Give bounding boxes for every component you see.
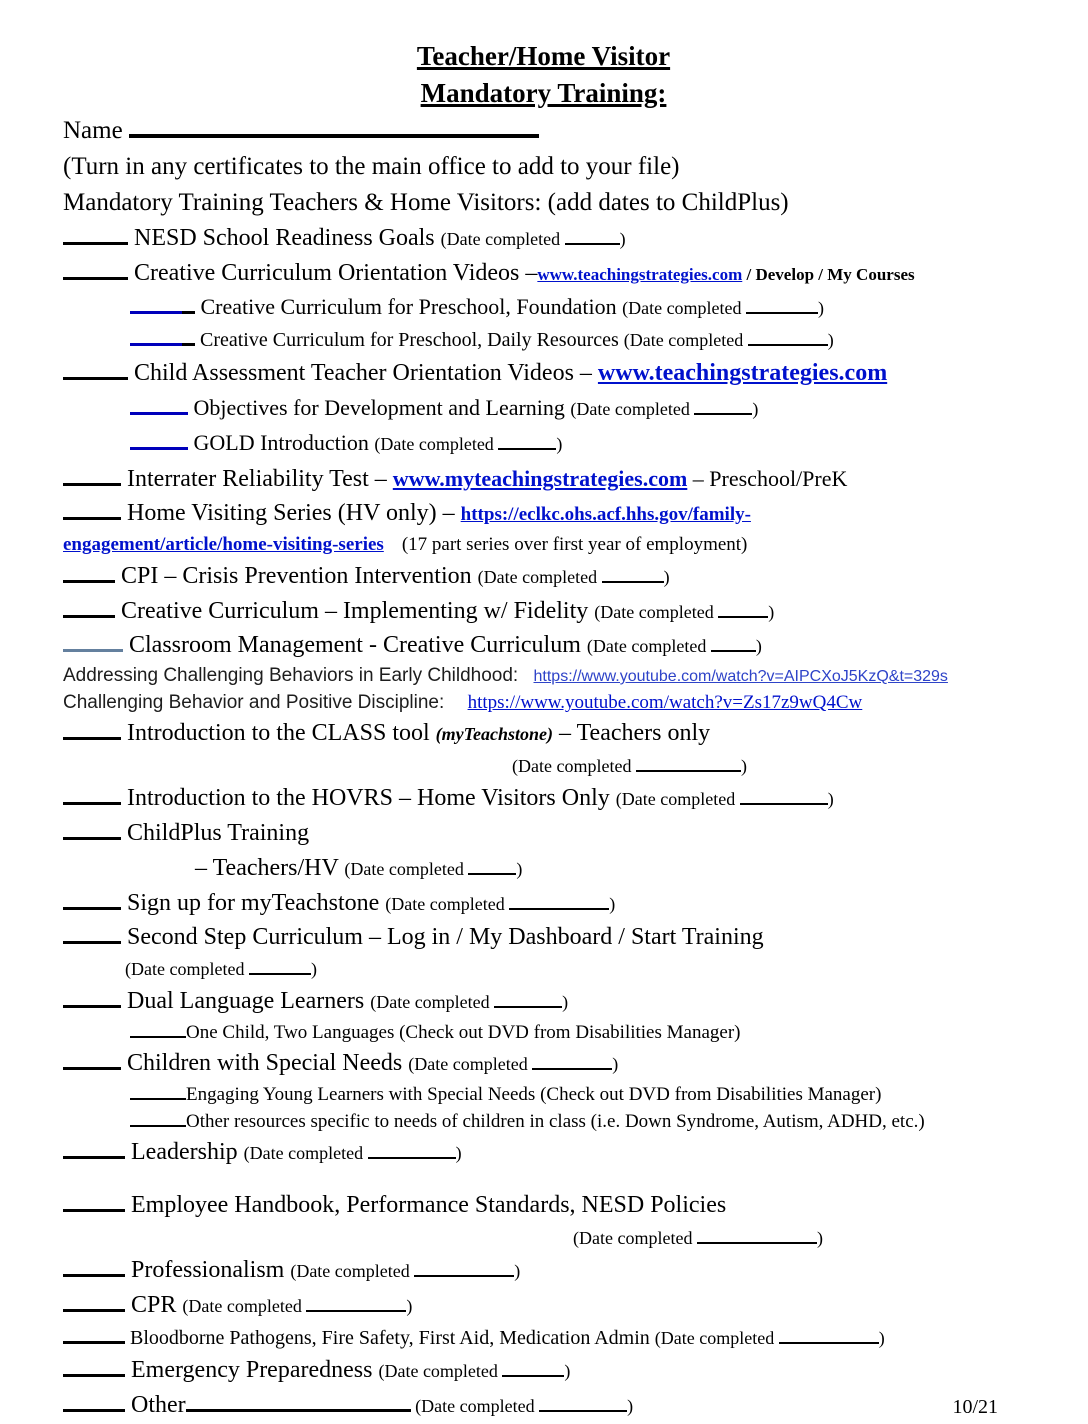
blank-line <box>718 603 768 618</box>
blank-line <box>63 1196 125 1212</box>
hyperlink[interactable]: https://www.youtube.com/watch?v=Zs17z9wQ4Cw <box>467 692 863 713</box>
blank-line <box>63 824 121 840</box>
blank-line <box>186 1396 411 1412</box>
text-run: ) <box>740 756 747 776</box>
text-run: / Develop / My Courses <box>742 265 915 284</box>
blank-line <box>63 602 115 618</box>
text-run: ) <box>816 1228 823 1248</box>
text-run: Sign up for myTeachstone <box>121 890 386 916</box>
text-run: (Date completed <box>370 992 495 1012</box>
doc-title-line-1 <box>63 40 1024 77</box>
blank-line <box>63 636 123 652</box>
text-run: ) <box>612 1054 619 1074</box>
text-run: (Date completed <box>408 1054 533 1074</box>
blank-line <box>779 1329 879 1344</box>
text-run: Professionalism <box>125 1257 291 1283</box>
date-second-step <box>125 955 1024 985</box>
item-leadership <box>63 1136 1024 1171</box>
note-addressing-challenging-behaviors <box>63 663 1024 690</box>
text-run: Introduction to the CLASS tool <box>121 720 436 746</box>
blank-line <box>63 1296 125 1312</box>
item-home-visiting-series-cont <box>63 531 1024 560</box>
text-run: (Date completed <box>385 894 510 914</box>
blank-line <box>368 1144 456 1159</box>
blank-line <box>740 790 828 805</box>
blank-line <box>63 1143 125 1159</box>
text-run: Emergency Preparedness <box>125 1357 379 1383</box>
item-objectives-development-learning <box>130 392 1024 427</box>
text-run: Other <box>125 1392 186 1418</box>
item-introduction-class-tool <box>63 717 1024 752</box>
text-run: – Teachers only <box>553 720 711 746</box>
text-run: Bloodborne Pathogens, Fire Safety, First Aid, Medication Admin <box>125 1327 655 1349</box>
text-run: ) <box>455 1143 462 1163</box>
item-classroom-management <box>63 630 1024 663</box>
text-run: (Date completed <box>344 859 469 879</box>
text-run: ) <box>878 1328 885 1348</box>
blank-line <box>63 567 115 583</box>
blank-line <box>182 298 195 314</box>
text-run: (Date completed <box>594 602 719 622</box>
text-run: Employee Handbook, Performance Standards, NESD Policies <box>125 1192 727 1218</box>
text-run: (Date completed <box>125 959 249 979</box>
text-run: ) <box>556 434 563 454</box>
text-run: ) <box>827 330 834 350</box>
blank-line <box>502 1362 564 1377</box>
text-run: ) <box>609 894 616 914</box>
text-run: (Date completed <box>378 1361 503 1381</box>
text-run: ) <box>827 789 834 809</box>
blank-line <box>63 789 121 805</box>
text-run: (Date completed <box>586 636 711 656</box>
hyperlink[interactable]: engagement/article/home-visiting-series <box>63 534 384 555</box>
blank-line <box>130 1023 186 1038</box>
text-run: Creative Curriculum – Implementing w/ Fidelity <box>115 598 595 624</box>
item-creative-curriculum-fidelity <box>63 595 1024 630</box>
text-run: ) <box>818 298 825 318</box>
text-run: One Child, Two Languages (Check out DVD from Disabilities Manager) <box>186 1022 741 1043</box>
text-run: (Date completed <box>512 756 636 776</box>
item-introduction-hovrs <box>63 782 1024 817</box>
blank-line <box>565 230 620 245</box>
item-child-assessment-teacher-orientation <box>63 357 1024 392</box>
text-run: Engaging Young Learners with Special Needs (Check out DVD from Disabilities Manager) <box>186 1084 882 1105</box>
blank-line <box>509 895 609 910</box>
text-run: (Date completed <box>374 434 499 454</box>
item-employee-handbook <box>63 1189 1024 1224</box>
blank-line <box>63 470 121 486</box>
text-run: GOLD Introduction <box>188 430 375 455</box>
text-run: – Preschool/PreK <box>687 466 848 491</box>
blank-line <box>63 1361 125 1377</box>
text-run: Creative Curriculum for Preschool, Foundation <box>195 294 623 319</box>
note-one-child-two-languages <box>130 1020 1024 1047</box>
blank-line <box>602 568 664 583</box>
text-run: ) <box>514 1261 521 1281</box>
blank-line <box>748 331 828 346</box>
hyperlink[interactable]: www.myteachingstrategies.com <box>392 466 688 491</box>
text-run: – Teachers/HV <box>195 855 345 881</box>
blank-line <box>130 298 182 314</box>
text-run: (Date completed <box>623 330 748 350</box>
blank-line <box>63 1328 125 1344</box>
blank-line <box>694 400 752 415</box>
text-run: Second Step Curriculum – Log in / My Dashboard / Start Training <box>121 924 764 950</box>
blank-line <box>63 1054 121 1070</box>
text-run: (Date completed <box>570 399 695 419</box>
item-nesd-school-readiness-goals <box>63 222 1024 257</box>
name-line <box>63 114 1024 150</box>
text-run: Teacher/Home Visitor <box>416 41 671 71</box>
text-run: Other resources specific to needs of children in class (i.e. Down Syndrome, Autism, ADHD, etc.) <box>186 1111 925 1132</box>
blank-line <box>63 504 121 520</box>
text-run: NESD School Readiness Goals <box>128 225 441 251</box>
blank-line <box>63 1261 125 1277</box>
item-dual-language-learners <box>63 985 1024 1020</box>
text-run: (Date completed <box>615 789 740 809</box>
text-run: ) <box>310 959 317 979</box>
text-run: (Date completed <box>243 1143 368 1163</box>
text-run: Introduction to the HOVRS – Home Visitors Only <box>121 785 616 811</box>
text-run: Dual Language Learners <box>121 988 371 1014</box>
text-run: ) <box>619 229 626 249</box>
text-run: CPI – Crisis Prevention Intervention <box>115 563 478 589</box>
blank-line <box>63 992 121 1008</box>
text-run: ) <box>627 1396 634 1416</box>
text-run: 10/21 <box>952 1396 998 1418</box>
hyperlink[interactable]: https://www.youtube.com/watch?v=AIPCXoJ5KzQ&t=329s <box>533 668 948 685</box>
blank-line <box>746 299 818 314</box>
text-run: ) <box>406 1296 413 1316</box>
text-run: Objectives for Development and Learning <box>188 395 571 420</box>
blank-line <box>63 724 121 740</box>
blank-line <box>498 435 556 450</box>
text-run: ) <box>755 636 762 656</box>
item-cc-preschool-foundation <box>130 292 1024 325</box>
text-run: Name <box>63 117 129 144</box>
text-run: (Date completed <box>290 1261 415 1281</box>
text-run: ) <box>663 567 670 587</box>
blank-line <box>414 1262 514 1277</box>
item-childplus-training <box>63 817 1024 852</box>
text-run: ) <box>752 399 759 419</box>
blank-line <box>130 434 188 450</box>
blank-line <box>697 1229 817 1244</box>
text-run: (Date completed <box>440 229 565 249</box>
text-run: (myTeachstone) <box>435 724 553 744</box>
item-children-special-needs <box>63 1047 1024 1082</box>
text-run: (Turn in any certificates to the main office to add to your file) <box>63 153 680 180</box>
date-class-tool <box>512 752 1024 782</box>
text-run: Classroom Management - Creative Curriculum <box>123 632 587 658</box>
item-other <box>63 1389 1024 1424</box>
text-run: (Date completed <box>410 1396 540 1416</box>
blank-line <box>63 928 121 944</box>
item-interrater-reliability-test <box>63 462 1024 498</box>
hyperlink[interactable]: www.teachingstrategies.com <box>597 360 888 386</box>
doc-title-line-2 <box>63 77 1024 114</box>
text-run: Leadership <box>125 1139 244 1165</box>
text-run: Addressing Challenging Behaviors in Early Childhood: <box>63 665 524 686</box>
text-run: (Date completed <box>182 1296 307 1316</box>
item-sign-up-myteachstone <box>63 887 1024 922</box>
blank-line <box>468 860 516 875</box>
blank-line <box>63 894 121 910</box>
text-run: ) <box>768 602 775 622</box>
text-run: ) <box>516 859 523 879</box>
blank-line <box>129 121 539 138</box>
note-challenging-behavior-positive-discipline <box>63 690 1024 717</box>
section-heading <box>63 186 1024 222</box>
text-run: (Date completed <box>573 1228 697 1248</box>
blank-line <box>532 1055 612 1070</box>
blank-line <box>306 1297 406 1312</box>
text-run: Interrater Reliability Test – <box>121 466 393 492</box>
item-second-step-curriculum <box>63 922 1024 955</box>
text-run: Mandatory Training: <box>420 78 667 108</box>
certificates-note <box>63 150 1024 186</box>
blank-line <box>539 1397 627 1412</box>
item-gold-introduction <box>130 427 1024 462</box>
note-engaging-young-learners <box>130 1082 1024 1109</box>
item-professionalism <box>63 1254 1024 1289</box>
blank-line <box>130 1085 186 1100</box>
item-cpi-crisis-prevention <box>63 560 1024 595</box>
text-run: ChildPlus Training <box>121 820 310 846</box>
text-run: Challenging Behavior and Positive Discipline: <box>63 692 450 713</box>
item-cpr <box>63 1289 1024 1324</box>
blank-line <box>130 1112 186 1127</box>
text-run: (Date completed <box>477 567 602 587</box>
blank-line <box>182 330 195 346</box>
text-run: ) <box>562 992 569 1012</box>
blank-line <box>130 330 182 346</box>
item-home-visiting-series <box>63 498 1024 531</box>
item-bloodborne-pathogens <box>63 1324 1024 1354</box>
date-employee-handbook <box>573 1224 1024 1254</box>
blank-line <box>636 757 741 772</box>
blank-line <box>130 399 188 415</box>
text-run: Child Assessment Teacher Orientation Videos – <box>128 360 598 386</box>
text-run: Creative Curriculum for Preschool, Daily Resources <box>195 329 624 351</box>
blank-line <box>63 1396 125 1412</box>
note-other-resources <box>130 1109 1024 1136</box>
hyperlink[interactable]: www.teachingstrategies.com <box>537 265 743 284</box>
text-run: Children with Special Needs <box>121 1050 409 1076</box>
text-run: CPR <box>125 1292 183 1318</box>
blank-line <box>63 229 128 245</box>
text-run: (Date completed <box>622 298 747 318</box>
blank-line <box>63 264 128 280</box>
hyperlink[interactable]: https://eclkc.ohs.acf.hhs.gov/family- <box>460 504 751 525</box>
blank-line <box>249 960 311 975</box>
item-cc-preschool-daily-resources <box>130 325 1024 357</box>
text-run: Mandatory Training Teachers & Home Visitors: (add dates to ChildPlus) <box>63 189 789 216</box>
text-run: (Date completed <box>654 1328 779 1348</box>
item-creative-curriculum-orientation-videos <box>63 257 1024 292</box>
text-run: ) <box>564 1361 571 1381</box>
blank-line <box>494 993 562 1008</box>
text-run: Creative Curriculum Orientation Videos – <box>128 260 538 286</box>
text-run: (17 part series over first year of employment) <box>401 534 748 555</box>
childplus-teachers-hv <box>195 852 1024 887</box>
text-run: Home Visiting Series (HV only) – <box>121 500 461 526</box>
item-emergency-preparedness <box>63 1354 1024 1389</box>
blank-line <box>711 637 756 652</box>
blank-line <box>63 364 128 380</box>
